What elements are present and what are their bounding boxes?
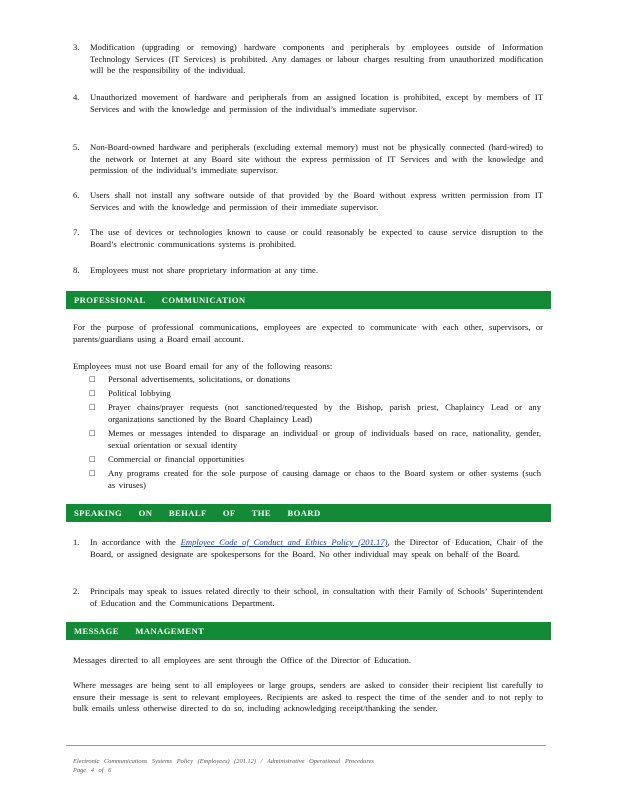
list-number: 1.: [73, 537, 80, 547]
bullet-box-icon: □: [89, 389, 96, 398]
bullet-box-icon: □: [89, 454, 96, 463]
list-item-text: Employees must not share proprietary information at any time.: [90, 265, 318, 275]
footer-document-title: Electronic Communications Systems Policy (Employees) (201.12) / Administrative Operational Procedures: [73, 758, 374, 765]
section-heading-speaking-on-behalf: SPEAKING ON BEHALF OF THE BOARD: [66, 504, 551, 522]
list-item: □ Commercial or financial opportunities: [89, 453, 244, 464]
list-item: □ Prayer chains/prayer requests (not sanctioned/requested by the Bishop, parish priest, Chaplaincy Lead or any organizations sanctioned by the Board Chaplaincy Lead): [89, 402, 541, 424]
speaking-item-2: [73, 586, 543, 609]
list-item-7: [73, 227, 543, 250]
section-heading-professional-communication: PROFESSIONAL COMMUNICATION: [66, 291, 551, 309]
section-heading-message-management: MESSAGE MANAGEMENT: [66, 622, 551, 640]
list-item-4: [73, 92, 543, 115]
speaking-item-1: [73, 537, 543, 560]
list-number: 7.: [73, 227, 80, 237]
list-number: 8.: [73, 265, 80, 275]
list-item-text: Non-Board-owned hardware and peripherals (excluding external memory) must not be physically connected (hard-wired) to the network or Internet at any Board site without the express permission of IT Services and with the knowledge and permission of the individual’s immediate supervisor.: [90, 142, 543, 176]
list-number: 4.: [73, 92, 80, 102]
list-item-text: Modification (upgrading or removing) hardware components and peripherals by employees outside of Information Technology Services (IT Services) is prohibited. Any damages or labour charges resulting from unauthorized modification will be the responsibility of the individual.: [90, 42, 543, 76]
list-number: 6.: [73, 190, 80, 200]
list-number: 3.: [73, 42, 80, 52]
bullet-box-icon: □: [89, 469, 96, 478]
professional-lead: Employees must not use Board email for any of the following reasons:: [73, 361, 333, 371]
list-item-text: In accordance with the Employee Code of Conduct and Ethics Policy (201.17), the Director of Education, Chair of the Board, or assigned designate are spokespersons for the Board. No other individual may speak on behalf of the Board.: [90, 537, 543, 559]
list-item-text: Unauthorized movement of hardware and peripherals from an assigned location is prohibited, except by members of IT Services and with the knowledge and permission of the individual’s immediate supervisor.: [90, 92, 543, 114]
list-number: 2.: [73, 586, 80, 596]
bullet-box-icon: □: [89, 429, 96, 438]
bullet-box-icon: □: [89, 375, 96, 383]
footer-divider: [66, 745, 546, 746]
list-item: □ Political lobbying: [89, 388, 171, 399]
prohibited-uses-list: [89, 374, 541, 494]
professional-intro: For the purpose of professional communications, employees are expected to communicate with each other, supervisors, or parents/guardians using a Board email account.: [73, 322, 543, 344]
list-item-text: The use of devices or technologies known to cause or could reasonably be expected to cause service disruption to the Board’s electronic communications systems is prohibited.: [90, 227, 543, 249]
footer-page-number: Page 4 of 6: [73, 767, 112, 774]
list-item-text: Principals may speak to issues related directly to their school, in consultation with their Family of Schools’ Superintendent of Education and the Communications Department.: [90, 586, 543, 608]
bullet-box-icon: □: [89, 403, 96, 412]
list-item-6: [73, 190, 543, 213]
list-item: □ Memes or messages intended to disparage an individual or group of individuals based on race, nationality, gender, sexual orientation or sexual identity: [89, 428, 541, 450]
message-paragraph-2: Where messages are being sent to all employees or large groups, senders are asked to consider their recipient list carefully to ensure their message is sent to relevant employees. Recipients are asked to respect the time of the sender and to not reply to bulk emails unless otherwise directed to do so, including acknowledging receipt/thanking the sender.: [73, 680, 543, 714]
list-item: □ Personal advertisements, solicitations, or donations: [89, 374, 291, 384]
list-item-5: [73, 142, 543, 177]
list-item-text: Users shall not install any software outside of that provided by the Board without express written permission from IT Services and with the knowledge and permission of their immediate supervisor.: [90, 190, 543, 212]
list-number: 5.: [73, 142, 80, 152]
list-item-8: [73, 265, 543, 277]
code-of-conduct-policy-link[interactable]: Employee Code of Conduct and Ethics Policy (201.17): [180, 537, 388, 547]
list-item-3: [73, 42, 543, 77]
message-paragraph-1: Messages directed to all employees are sent through the Office of the Director of Education.: [73, 655, 411, 665]
list-item: □ Any programs created for the sole purpose of causing damage or chaos to the Board system or other systems (such as viruses): [89, 468, 541, 490]
